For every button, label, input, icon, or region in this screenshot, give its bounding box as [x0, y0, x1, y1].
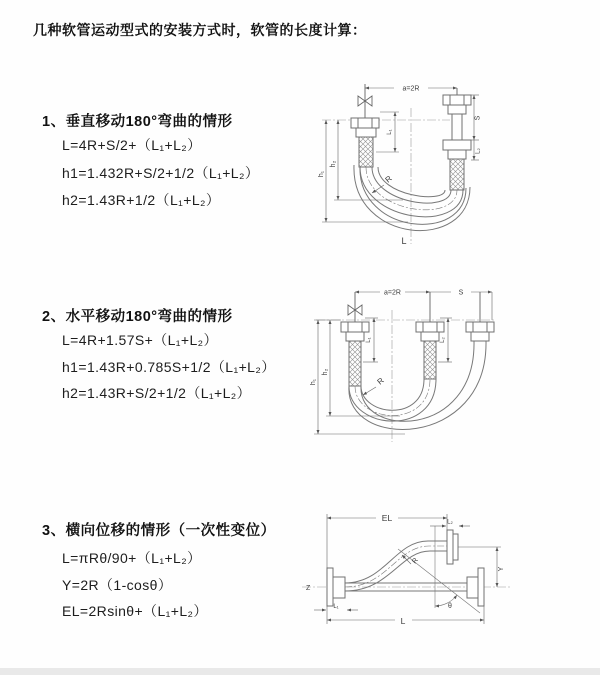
dim-label-s: S [458, 289, 464, 297]
dim-label-l2: L₂ [440, 337, 446, 343]
section-1-formula-h1: h1=1.432R+S/2+1/2（L₁+L₂） [62, 165, 260, 181]
diagram-horizontal-180-bend [310, 282, 510, 454]
section-2-formula-l: L=4R+1.57S+（L₁+L₂） [62, 332, 218, 348]
left-flange [327, 568, 345, 606]
radius-label: R [411, 556, 420, 566]
top-flange [447, 530, 458, 564]
middle-pipe-fitting [416, 292, 444, 379]
dim-label-h2: h₂ [330, 160, 337, 168]
page-title: 几种软管运动型式的安装方式时，软管的长度计算： [33, 22, 367, 38]
dim-label-l1: L₁ [366, 337, 372, 343]
dim-label-y: Y [498, 566, 505, 572]
left-pipe-fitting [341, 292, 369, 386]
dim-label-span: a=2R [384, 289, 401, 297]
section-3-formula-y: Y=2R（1-cosθ） [62, 577, 173, 593]
length-label: L [401, 236, 407, 246]
dim-label-span: a=2R [402, 85, 420, 93]
angle-construction [398, 526, 480, 613]
section-2-formula-h2: h2=1.43R+S/2+1/2（L₁+L₂） [62, 385, 252, 401]
section-1-formula-l: L=4R+S/2+（L₁+L₂） [62, 137, 202, 153]
dim-label-l1: L₁ [387, 129, 393, 135]
section-1-heading: 1、垂直移动180°弯曲的情形 [42, 114, 233, 130]
right-pipe-fitting [466, 292, 494, 341]
radius-label: R [375, 375, 386, 387]
section-1-formula-h2: h2=1.43R+1/2（L₁+L₂） [62, 192, 221, 208]
dim-label-s: S [474, 115, 482, 121]
section-2-formula-h1: h1=1.43R+0.785S+1/2（L₁+L₂） [62, 359, 276, 375]
hose-curves-position1 [349, 379, 436, 421]
right-pipe-fitting [443, 88, 471, 190]
dim-label-h2: h₂ [322, 368, 329, 376]
dimension-lines [314, 289, 492, 434]
dim-label-h1: h₁ [318, 170, 325, 178]
section-3-formula-el: EL=2Rsinθ+（L₁+L₂） [62, 603, 208, 619]
section-3-heading: 3、横向位移的情形（一次性变位） [42, 523, 276, 539]
left-pipe-fitting [351, 84, 379, 167]
section-3-formula-l: L=πRθ/90+（L₁+L₂） [62, 550, 202, 566]
diagram-vertical-180-bend [318, 74, 493, 256]
diagram-lateral-displacement [300, 508, 515, 633]
section-2-heading: 2、水平移动180°弯曲的情形 [42, 309, 233, 325]
dim-label-l1: L₁ [333, 604, 339, 610]
page-scan-edge [0, 668, 600, 675]
dim-label-h1: h₁ [310, 378, 317, 386]
dim-label-l2: L₂ [475, 148, 482, 154]
dim-label-l2: L₂ [447, 519, 453, 526]
z-label: Z [306, 585, 311, 592]
radius-label: R [383, 173, 394, 185]
angle-label: θ [448, 603, 452, 610]
dim-label-el: EL [381, 513, 393, 523]
dim-label-l: L [400, 616, 406, 626]
right-flange [467, 568, 484, 606]
